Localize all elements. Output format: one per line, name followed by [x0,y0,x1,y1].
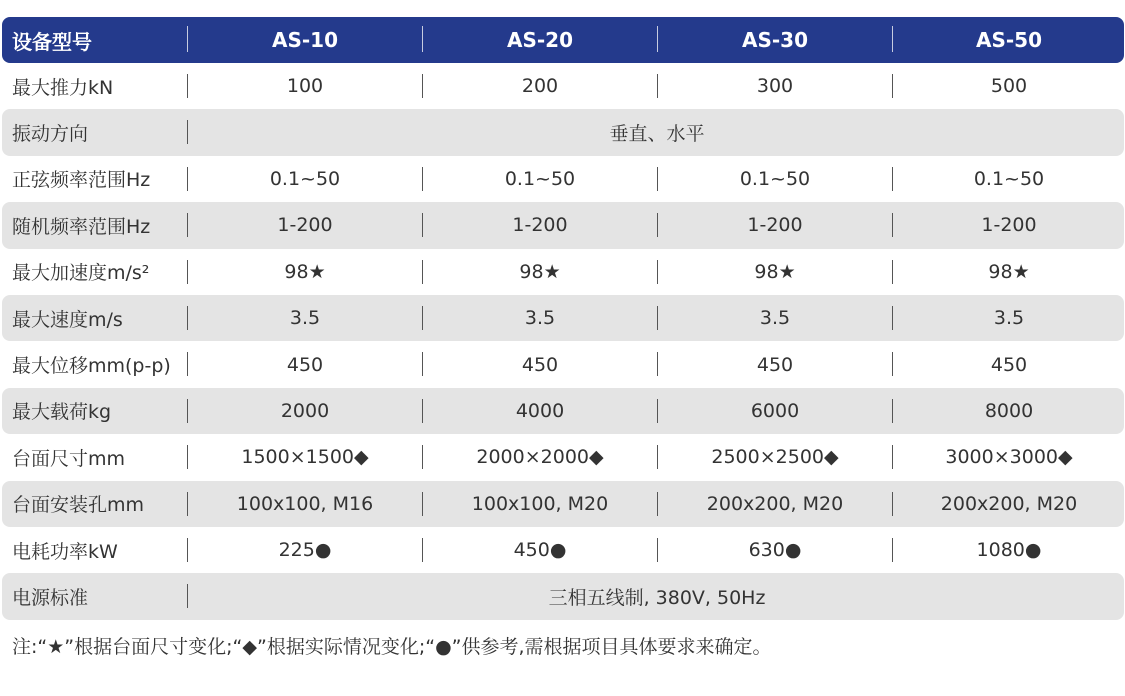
table-cell: 3.5 [759,307,791,330]
table-row [2,573,1124,619]
table-cell: 500 [990,75,1028,98]
table-cell: 630● [748,539,802,562]
table-cell: 3000×3000◆ [945,446,1073,469]
column-divider [187,352,188,376]
table-cell: 3.5 [289,307,321,330]
table-row [2,341,1124,387]
row-label: 台面安装孔mm [12,494,145,517]
column-divider [892,167,893,191]
table-row [2,388,1124,434]
table-cell: 0.1~50 [269,167,341,190]
column-divider [187,74,188,98]
column-divider [422,352,423,376]
column-divider [187,399,188,423]
header-model: AS-10 [271,28,338,52]
table-cell: 200x200, M20 [706,492,844,515]
table-cell: 98★ [284,260,326,283]
column-divider [892,74,893,98]
spec-table [2,17,1124,620]
table-cell: 1-200 [747,214,803,237]
column-divider [422,306,423,330]
row-label: 最大载荷kg [12,401,112,424]
column-divider [187,445,188,469]
table-cell: 2000 [280,399,330,422]
table-row [2,295,1124,341]
column-divider [657,492,658,516]
column-divider [657,445,658,469]
column-divider [657,399,658,423]
column-divider [422,260,423,284]
table-cell: 200x200, M20 [940,492,1078,515]
row-label: 电耗功率kW [12,540,118,563]
table-cell: 6000 [750,399,800,422]
column-divider [657,538,658,562]
column-divider [657,74,658,98]
column-divider [892,213,893,237]
column-divider [422,538,423,562]
column-divider [892,260,893,284]
table-cell: 100 [286,75,324,98]
column-divider [422,26,423,52]
table-cell: 8000 [984,399,1034,422]
column-divider [892,26,893,52]
row-label: 最大位移mm(p-p) [12,355,171,378]
table-row [2,249,1124,295]
table-cell: 1500×1500◆ [241,446,369,469]
column-divider [187,492,188,516]
table-cell: 0.1~50 [973,167,1045,190]
column-divider [187,167,188,191]
column-divider [187,538,188,562]
table-cell: 1080● [976,539,1042,562]
column-divider [187,584,188,608]
row-label: 电源标准 [12,586,89,609]
table-cell: 450 [990,353,1028,376]
row-label: 台面尺寸mm [12,447,126,470]
column-divider [657,306,658,330]
table-row [2,527,1124,573]
table-header-row [2,17,1124,63]
row-label: 最大加速度m/s² [12,262,150,285]
column-divider [657,260,658,284]
table-cell: 1-200 [277,214,333,237]
column-divider [187,306,188,330]
row-label: 最大推力kN [12,76,114,99]
column-divider [422,492,423,516]
table-cell: 2000×2000◆ [476,446,604,469]
column-divider [187,120,188,144]
table-cell: 98★ [754,260,796,283]
row-label: 最大速度m/s [12,308,123,331]
table-cell: 3.5 [993,307,1025,330]
footnote: 注:“★”根据台面尺寸变化;“◆”根据实际情况变化;“●”供参考,需根据项目具体要求来确定。 [12,636,772,658]
table-cell-span: 三相五线制, 380V, 50Hz [548,586,766,609]
table-cell: 1-200 [981,214,1037,237]
table-cell: 0.1~50 [504,167,576,190]
table-cell: 98★ [519,260,561,283]
column-divider [892,399,893,423]
row-label: 振动方向 [12,123,89,146]
table-cell: 300 [756,75,794,98]
table-cell: 450 [286,353,324,376]
table-cell: 1-200 [512,214,568,237]
column-divider [892,445,893,469]
table-cell-span: 垂直、水平 [609,123,705,146]
column-divider [657,213,658,237]
header-model: AS-20 [506,28,573,52]
table-row [2,481,1124,527]
column-divider [187,213,188,237]
table-cell: 3.5 [524,307,556,330]
column-divider [892,352,893,376]
table-cell: 0.1~50 [739,167,811,190]
table-cell: 450 [756,353,794,376]
table-row [2,109,1124,155]
table-row [2,434,1124,480]
column-divider [657,26,658,52]
column-divider [422,213,423,237]
column-divider [422,74,423,98]
table-cell: 100x100, M16 [236,492,374,515]
column-divider [657,167,658,191]
header-label: 设备型号 [12,29,92,54]
table-row [2,156,1124,202]
column-divider [187,26,188,52]
column-divider [422,167,423,191]
table-row [2,63,1124,109]
table-cell: 4000 [515,399,565,422]
column-divider [422,445,423,469]
table-row [2,202,1124,248]
column-divider [422,399,423,423]
table-cell: 2500×2500◆ [711,446,839,469]
column-divider [892,538,893,562]
table-cell: 98★ [988,260,1030,283]
header-model: AS-50 [975,28,1042,52]
row-label: 正弦频率范围Hz [12,169,151,192]
column-divider [657,352,658,376]
row-label: 随机频率范围Hz [12,215,151,238]
header-model: AS-30 [741,28,808,52]
column-divider [187,260,188,284]
table-cell: 225● [278,539,332,562]
column-divider [892,492,893,516]
table-cell: 100x100, M20 [471,492,609,515]
table-cell: 450● [513,539,567,562]
column-divider [892,306,893,330]
table-cell: 200 [521,75,559,98]
table-cell: 450 [521,353,559,376]
